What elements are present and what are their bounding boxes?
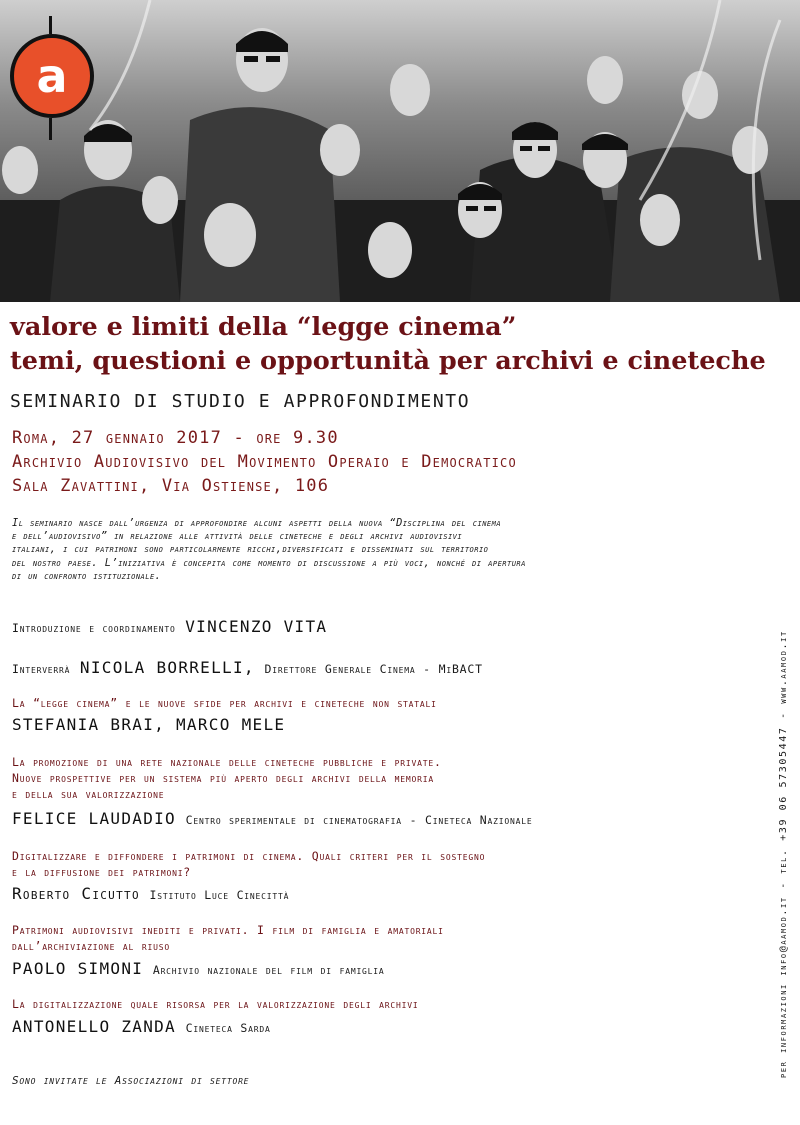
- guest-role: Direttore Generale Cinema - MiBACT: [264, 662, 483, 676]
- logo-icon: [8, 32, 96, 120]
- contact-info: per informazioni info@aamod.it - tel. +39 06 57305447 - www.aamod.it: [778, 630, 789, 1078]
- talk-topic-1: [12, 695, 437, 711]
- talk-topic-line: dall’archiviazione al riuso: [12, 939, 170, 953]
- event-address: Sala Zavattini, Via Ostiense, 106: [12, 476, 330, 496]
- title-line-2: temi, questioni e opportunità per archivi e cineteche: [10, 346, 766, 376]
- description: [12, 517, 747, 583]
- talk-topic-3: [12, 848, 485, 880]
- talk-topic-5: [12, 996, 419, 1012]
- talk-topic-line: La digitalizzazione quale risorsa per la valorizzazione degli archivi: [12, 997, 419, 1011]
- talk-topic-line: La “legge cinema” e le nuove sfide per archivi e cineteche non statali: [12, 696, 437, 710]
- title-line-1: valore e limiti della “legge cinema”: [10, 312, 517, 342]
- talk-topic-line: La promozione di una rete nazionale delle cineteche pubbliche e private.: [12, 755, 442, 769]
- subtitle: SEMINARIO DI STUDIO E APPROFONDIMENTO: [10, 391, 471, 412]
- talk-topic-4: [12, 922, 444, 954]
- description-line: di un confronto istituzionale.: [12, 569, 162, 582]
- speaker-name: FELICE LAUDADIO: [12, 809, 176, 828]
- event-date: Roma, 27 gennaio 2017 - ore 9.30: [12, 428, 339, 448]
- talk-speaker-3: [12, 884, 289, 903]
- aamod-logo: [8, 32, 96, 120]
- talk-speaker-1: [12, 715, 285, 734]
- description-line: Il seminario nasce dall’urgenza di approfondire alcuni aspetti della nuova “Disciplina del cinema: [12, 517, 502, 529]
- talk-speaker-4: [12, 959, 385, 978]
- guest-label: Interverrà: [12, 662, 71, 676]
- intro-name: VINCENZO VITA: [185, 617, 328, 636]
- crowd-photo: [0, 0, 800, 302]
- invitation-note: Sono invitate le Associazioni di settore: [12, 1074, 250, 1087]
- speaker-affiliation: Archivio nazionale del film di famiglia: [152, 963, 385, 977]
- description-line: italiani, i cui patrimoni sono particolarmente ricchi,diversificati e disseminati sul territorio: [12, 543, 489, 556]
- event-venue: Archivio Audiovisivo del Movimento Operaio e Democratico: [12, 452, 517, 472]
- logo-letter: a: [36, 49, 68, 103]
- intro-label: Introduzione e coordinamento: [12, 621, 176, 635]
- speaker-name: Roberto Cicutto: [12, 884, 140, 903]
- talk-topic-line: Nuove prospettive per un sistema più aperto degli archivi della memoria: [12, 771, 434, 785]
- description-line: e dell’audiovisivo” in relazione alle attività delle cineteche e degli archivi audiovisivi: [12, 530, 463, 543]
- speaker-affiliation: Centro sperimentale di cinematografia - Cineteca Nazionale: [185, 813, 533, 827]
- program-guest: [12, 658, 483, 677]
- speaker-name: PAOLO SIMONI: [12, 959, 144, 978]
- talk-topic-2: [12, 754, 442, 802]
- speaker-name: ANTONELLO ZANDA: [12, 1017, 176, 1036]
- speaker-name: STEFANIA BRAI, MARCO MELE: [12, 715, 286, 734]
- speaker-affiliation: Istituto Luce Cinecittà: [149, 888, 290, 902]
- talk-topic-line: Patrimoni audiovisivi inediti e privati. I film di famiglia e amatoriali: [12, 923, 444, 937]
- talk-topic-line: e della sua valorizzazione: [12, 787, 165, 801]
- logo-line-bottom: [49, 118, 52, 140]
- talk-speaker-5: [12, 1017, 271, 1036]
- program-intro: [12, 617, 327, 636]
- crowd-photo-graphic: [0, 0, 800, 302]
- talk-speaker-2: [12, 809, 532, 828]
- talk-topic-line: e la diffusione dei patrimoni?: [12, 865, 192, 879]
- speaker-affiliation: Cineteca Sarda: [185, 1021, 271, 1035]
- description-line: del nostro paese. L’iniziativa è concepita come momento di discussione a più voci, nonché di apertura: [12, 556, 526, 569]
- guest-name: NICOLA BORRELLI,: [79, 658, 255, 677]
- talk-topic-line: Digitalizzare e diffondere i patrimoni di cinema. Quali criteri per il sostegno: [12, 849, 486, 863]
